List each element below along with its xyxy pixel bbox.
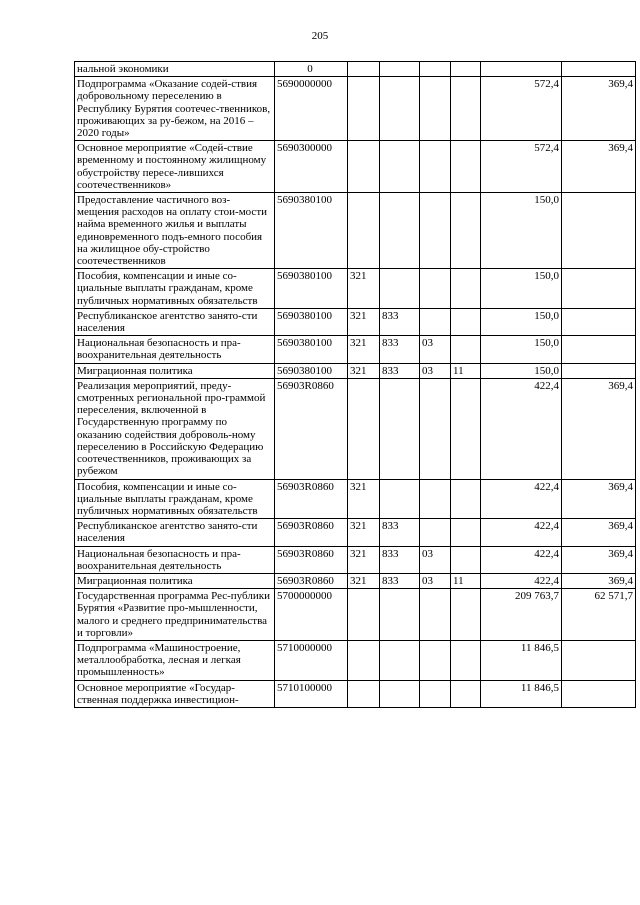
row-name-cell: Подпрограмма «Оказание содей-ствия добровольному переселению в Республику Бурятия соотечес-твенников, проживающих за ру-бежом, на 2016 – 2020 годы» — [75, 77, 275, 141]
row-administrator-cell — [380, 640, 420, 680]
row-name-cell: Пособия, компенсации и иные со-циальные выплаты гражданам, кроме публичных нормативных обязательств — [75, 479, 275, 519]
row-subsection-cell — [451, 193, 481, 269]
row-amount-federal-cell — [562, 308, 636, 335]
row-subsection-cell — [451, 336, 481, 363]
row-expense-type-cell: 321 — [348, 479, 380, 519]
row-amount-cell: 572,4 — [481, 77, 562, 141]
row-name-cell: Реализация мероприятий, преду-смотренных региональной про-граммой переселения, включенной в Государственную программу по оказанию содействия доброволь-ному переселению в Российскую Федерацию соотечественников, проживающих за рубежом — [75, 378, 275, 479]
row-amount-federal-cell: 369,4 — [562, 546, 636, 573]
row-amount-cell: 422,4 — [481, 519, 562, 546]
row-amount-federal-cell — [562, 640, 636, 680]
row-name-cell: Республиканское агентство занято-сти населения — [75, 519, 275, 546]
row-section-cell — [420, 308, 451, 335]
row-expense-type-cell — [348, 589, 380, 641]
row-administrator-cell: 833 — [380, 336, 420, 363]
row-subsection-cell — [451, 141, 481, 193]
row-subsection-cell — [451, 269, 481, 309]
row-amount-cell: 150,0 — [481, 308, 562, 335]
row-amount-federal-cell — [562, 269, 636, 309]
row-subsection-cell — [451, 479, 481, 519]
row-administrator-cell — [380, 141, 420, 193]
row-name-cell: Основное мероприятие «Государ-ственная поддержка инвестицион- — [75, 680, 275, 707]
table-row — [75, 519, 636, 546]
table-row — [75, 269, 636, 309]
row-amount-cell: 150,0 — [481, 269, 562, 309]
row-amount-cell: 422,4 — [481, 479, 562, 519]
row-subsection-cell: 11 — [451, 573, 481, 588]
row-code-cell: 5690380100 — [275, 193, 348, 269]
row-expense-type-cell — [348, 141, 380, 193]
table-row — [75, 308, 636, 335]
row-expense-type-cell — [348, 62, 380, 77]
row-subsection-cell — [451, 640, 481, 680]
row-code-cell: 56903R0860 — [275, 546, 348, 573]
row-section-cell — [420, 589, 451, 641]
page-number: 205 — [311, 30, 329, 42]
row-amount-federal-cell — [562, 363, 636, 378]
table-row — [75, 640, 636, 680]
row-name-cell: Миграционная политика — [75, 363, 275, 378]
row-subsection-cell — [451, 680, 481, 707]
row-expense-type-cell: 321 — [348, 519, 380, 546]
row-section-cell — [420, 77, 451, 141]
budget-table — [74, 61, 636, 708]
row-administrator-cell — [380, 589, 420, 641]
table-row — [75, 589, 636, 641]
row-amount-cell: 422,4 — [481, 378, 562, 479]
row-code-cell: 5690300000 — [275, 141, 348, 193]
row-amount-cell: 150,0 — [481, 336, 562, 363]
row-subsection-cell: 11 — [451, 363, 481, 378]
row-administrator-cell — [380, 479, 420, 519]
row-section-cell: 03 — [420, 363, 451, 378]
row-administrator-cell — [380, 680, 420, 707]
row-section-cell — [420, 62, 451, 77]
row-subsection-cell — [451, 62, 481, 77]
row-section-cell: 03 — [420, 546, 451, 573]
row-amount-cell: 422,4 — [481, 546, 562, 573]
row-subsection-cell — [451, 378, 481, 479]
row-code-cell: 5690380100 — [275, 363, 348, 378]
budget-table-body — [75, 62, 636, 708]
table-row — [75, 546, 636, 573]
row-expense-type-cell: 321 — [348, 546, 380, 573]
row-administrator-cell — [380, 62, 420, 77]
row-amount-cell: 11 846,5 — [481, 680, 562, 707]
row-administrator-cell — [380, 269, 420, 309]
row-name-cell: Республиканское агентство занято-сти населения — [75, 308, 275, 335]
row-code-cell: 5700000000 — [275, 589, 348, 641]
row-amount-federal-cell: 369,4 — [562, 141, 636, 193]
row-amount-cell: 150,0 — [481, 363, 562, 378]
row-amount-cell: 11 846,5 — [481, 640, 562, 680]
row-section-cell: 03 — [420, 573, 451, 588]
row-subsection-cell — [451, 519, 481, 546]
row-administrator-cell: 833 — [380, 363, 420, 378]
row-expense-type-cell — [348, 77, 380, 141]
row-expense-type-cell: 321 — [348, 269, 380, 309]
row-code-cell: 5710000000 — [275, 640, 348, 680]
row-name-cell: Национальная безопасность и пра-воохранительная деятельность — [75, 336, 275, 363]
row-amount-federal-cell — [562, 680, 636, 707]
row-section-cell — [420, 640, 451, 680]
row-subsection-cell — [451, 589, 481, 641]
row-name-cell: Миграционная политика — [75, 573, 275, 588]
row-administrator-cell — [380, 77, 420, 141]
row-amount-cell: 150,0 — [481, 193, 562, 269]
row-administrator-cell: 833 — [380, 546, 420, 573]
row-code-cell: 5690000000 — [275, 77, 348, 141]
row-section-cell — [420, 193, 451, 269]
row-administrator-cell: 833 — [380, 573, 420, 588]
row-amount-cell: 422,4 — [481, 573, 562, 588]
row-amount-federal-cell: 369,4 — [562, 573, 636, 588]
row-name-cell: Пособия, компенсации и иные со-циальные выплаты гражданам, кроме публичных нормативных обязательств — [75, 269, 275, 309]
row-amount-cell: 209 763,7 — [481, 589, 562, 641]
row-amount-federal-cell — [562, 193, 636, 269]
row-amount-federal-cell — [562, 62, 636, 77]
row-subsection-cell — [451, 77, 481, 141]
row-expense-type-cell — [348, 680, 380, 707]
table-row — [75, 363, 636, 378]
table-row — [75, 141, 636, 193]
row-code-cell: 5690380100 — [275, 308, 348, 335]
row-code-cell: 56903R0860 — [275, 378, 348, 479]
table-row — [75, 77, 636, 141]
row-administrator-cell: 833 — [380, 519, 420, 546]
row-section-cell — [420, 141, 451, 193]
row-amount-federal-cell: 369,4 — [562, 519, 636, 546]
row-amount-federal-cell: 369,4 — [562, 378, 636, 479]
row-expense-type-cell: 321 — [348, 336, 380, 363]
row-amount-federal-cell: 369,4 — [562, 479, 636, 519]
row-section-cell — [420, 378, 451, 479]
row-subsection-cell — [451, 308, 481, 335]
row-section-cell — [420, 519, 451, 546]
table-row — [75, 336, 636, 363]
row-code-cell: 56903R0860 — [275, 479, 348, 519]
row-code-cell: 5710100000 — [275, 680, 348, 707]
row-expense-type-cell — [348, 193, 380, 269]
row-amount-cell: 572,4 — [481, 141, 562, 193]
row-name-cell: нальной экономики — [75, 62, 275, 77]
row-expense-type-cell — [348, 378, 380, 479]
row-section-cell — [420, 680, 451, 707]
row-subsection-cell — [451, 546, 481, 573]
row-name-cell: Основное мероприятие «Содей-ствие временному и постоянному жилищному обустройству пересе-лившихся соотечественников» — [75, 141, 275, 193]
row-section-cell: 03 — [420, 336, 451, 363]
row-code-cell: 0 — [275, 62, 348, 77]
row-section-cell — [420, 269, 451, 309]
table-row — [75, 479, 636, 519]
row-name-cell: Предоставление частичного воз-мещения расходов на оплату стои-мости найма временного жилья и выплаты единовременного подъ-емного пособия на жилищное обу-стройство соотечественников — [75, 193, 275, 269]
row-code-cell: 56903R0860 — [275, 573, 348, 588]
table-row — [75, 378, 636, 479]
row-name-cell: Национальная безопасность и пра-воохранительная деятельность — [75, 546, 275, 573]
table-row — [75, 62, 636, 77]
row-section-cell — [420, 479, 451, 519]
row-name-cell: Государственная программа Рес-публики Бурятия «Развитие про-мышленности, малого и среднего предпринимательства и торговли» — [75, 589, 275, 641]
row-code-cell: 56903R0860 — [275, 519, 348, 546]
row-amount-federal-cell — [562, 336, 636, 363]
table-row — [75, 680, 636, 707]
row-amount-federal-cell: 369,4 — [562, 77, 636, 141]
row-expense-type-cell: 321 — [348, 363, 380, 378]
row-administrator-cell: 833 — [380, 308, 420, 335]
row-administrator-cell — [380, 378, 420, 479]
row-amount-cell — [481, 62, 562, 77]
table-row — [75, 573, 636, 588]
row-amount-federal-cell: 62 571,7 — [562, 589, 636, 641]
row-expense-type-cell: 321 — [348, 308, 380, 335]
row-name-cell: Подпрограмма «Машиностроение, металлообработка, лесная и легкая промышленность» — [75, 640, 275, 680]
row-expense-type-cell — [348, 640, 380, 680]
row-code-cell: 5690380100 — [275, 269, 348, 309]
row-expense-type-cell: 321 — [348, 573, 380, 588]
row-administrator-cell — [380, 193, 420, 269]
table-row — [75, 193, 636, 269]
row-code-cell: 5690380100 — [275, 336, 348, 363]
